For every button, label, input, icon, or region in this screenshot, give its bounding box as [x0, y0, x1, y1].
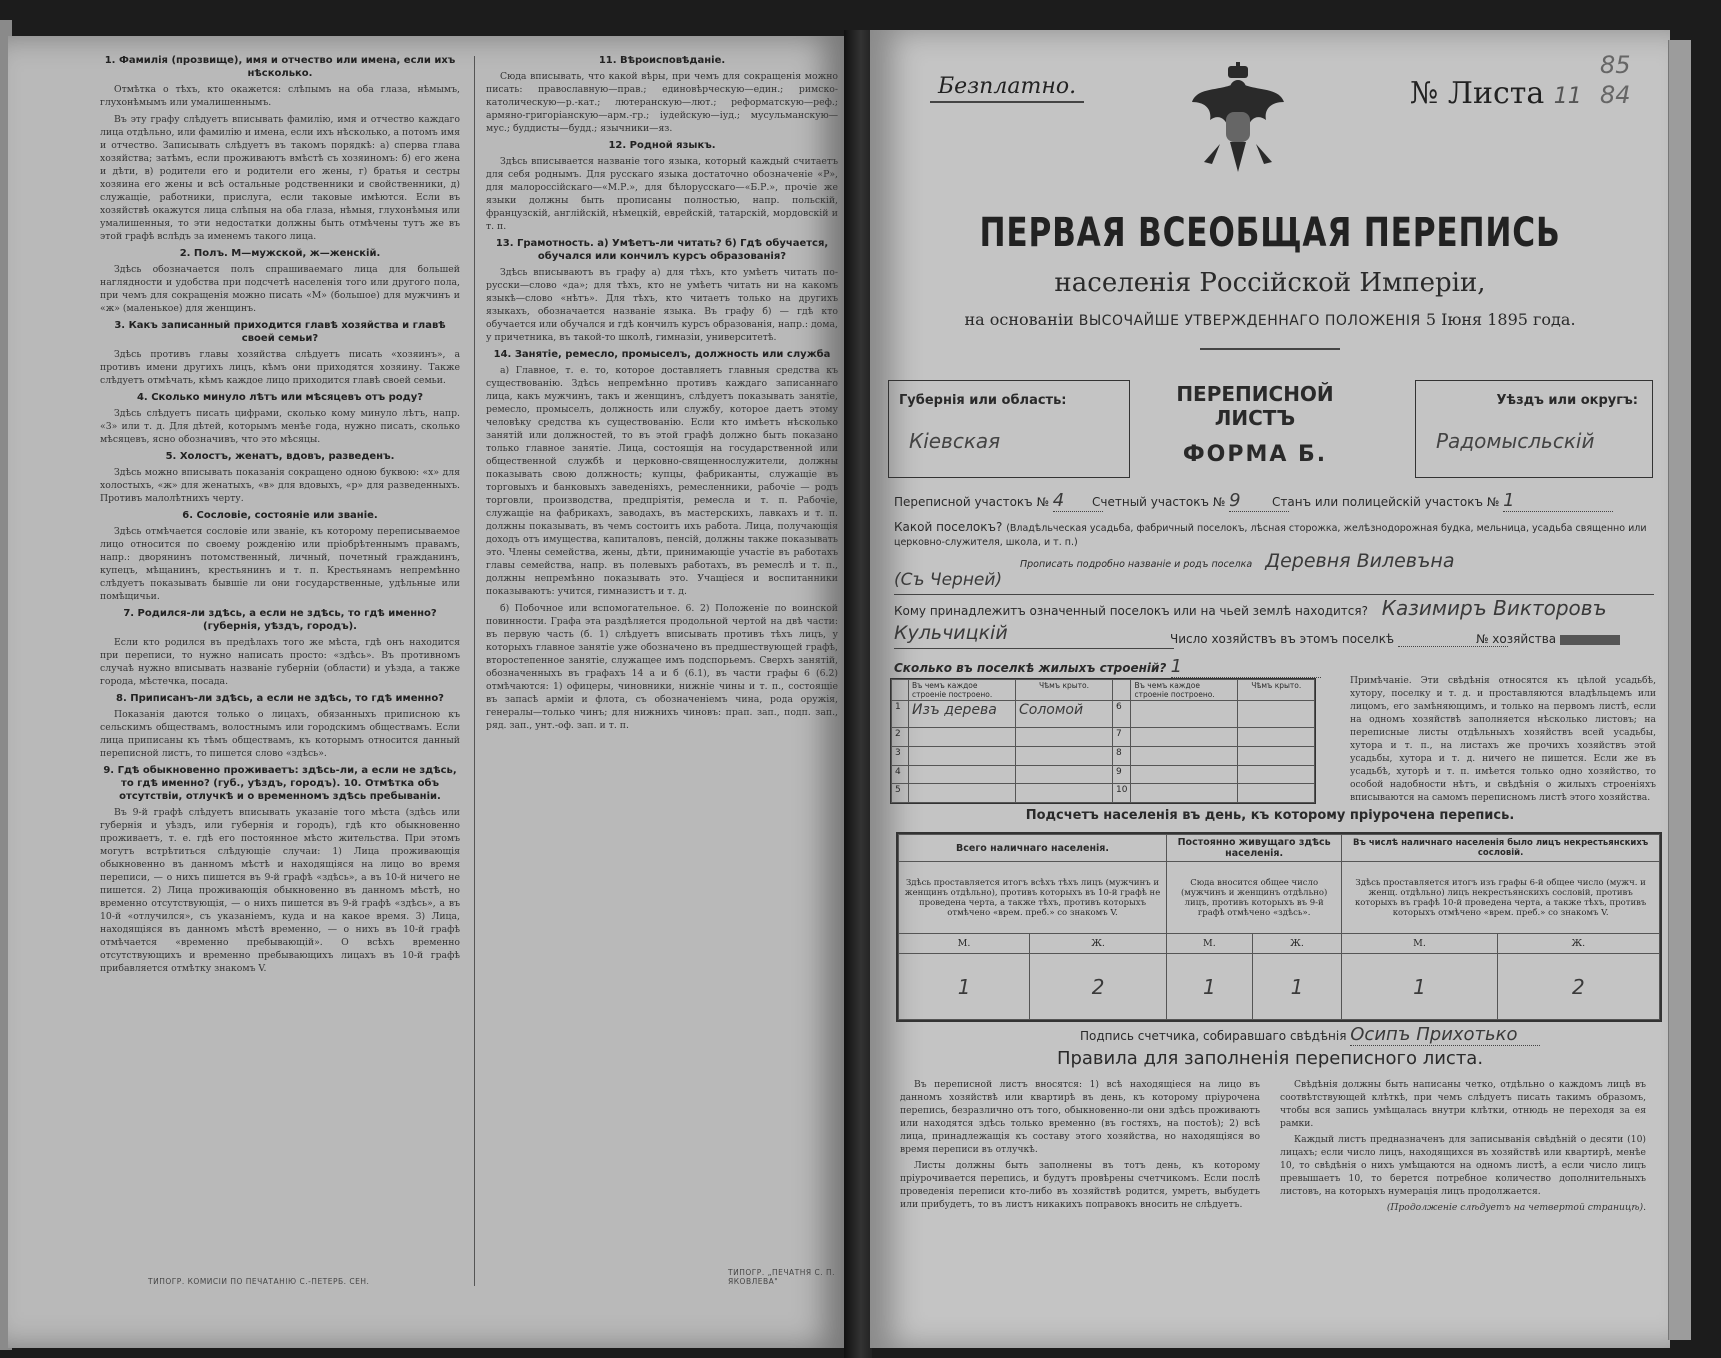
owner-label: Кому принадлежитъ означенный поселокъ или на чьей землѣ находится?: [894, 604, 1368, 618]
pop-m-label: М.: [899, 934, 1030, 954]
instruction-heading: 4. Сколько минуло лѣтъ или мѣсяцевъ отъ роду?: [136, 392, 424, 403]
stan-label: Станъ или полицейскій участокъ №: [1272, 495, 1500, 509]
settlement-value-2: (Съ Черней): [894, 570, 1654, 595]
census-form-page: [870, 30, 1670, 1348]
pop-permanent-m: 1: [1167, 954, 1253, 1020]
instruction-text: а) Главное, т. е. то, которое доставляетъ главныя средства къ существованію. Здѣсь непремѣнно противъ каждаго записаннаго лица, какъ мужчинъ, такъ и женщинъ, слѣдуетъ показывать занятіе, ремесло, промыселъ, должность или службу, которое даетъ этому человѣку средства къ существованію. Если кто имѣетъ нѣсколько занятій или должностей, то въ этой графѣ должно быть показано только главное занятіе. Лица, состоящія на государственной или общественной службѣ и церковно-священнослужители, должны показывать свою должность; купцы, фабриканты, служащіе въ торговыхъ и банковыхъ заведеніяхъ, ремесленники, рабочіе — родъ торговли, производства, предпріятія, ремесла и т. п. Рабочіе, служащіе на фабрикахъ, заводахъ, въ мастерскихъ, лавкахъ и т. п. должны показывать, въ чемъ состоитъ ихъ работа. Лица, получающія доходъ отъ имущества, капиталовъ, пенсій, должны также показывать это. Члены семейства, жены, дѣти, принимающіе участіе въ работахъ главы семейства, напр. въ полевыхъ работахъ, въ ремеслѣ и т. п., должны непремѣнно показывать это. Учащіеся и воспитанники показываютъ: учится, гимназистъ и т. д.: [486, 365, 838, 597]
buildings-note: Примѣчаніе. Эти свѣдѣнія относятся къ цѣлой усадьбѣ, хутору, поселку и т. д. и проставляются владѣльцемъ или лицомъ, его замѣняющимъ, и только на первомъ листѣ, если на одномъ хозяйствѣ заполняется нѣсколько листовъ; на переписные листы отдѣльныхъ хозяйствъ всей усадьбы, хутора и т. п., на листахъ же прочихъ хозяйствъ этой усадьбы, хутора и т. д. ничего не пишется. Если же въ усадьбѣ, хуторѣ и т. п. имѣется только одно хозяйство, то особой надобности нѣтъ, и свѣдѣнія о жилыхъ строеніяхъ вписываются на самомъ переписномъ листѣ этого хозяйства.: [1350, 675, 1656, 803]
pop-f-label: Ж.: [1497, 934, 1659, 954]
btable-row-num: 6: [1113, 701, 1131, 728]
btable-row1-built: Изъ дерева: [909, 701, 1016, 728]
column-divider: [474, 56, 475, 1286]
households-label: Число хозяйствъ въ этомъ поселкѣ: [1170, 632, 1395, 646]
left-column-2: [486, 50, 838, 736]
left-page: [8, 36, 844, 1348]
instruction-text: Здѣсь отмѣчается сословіе или званіе, къ которому переписываемое лицо относится по своему рожденію или пріобрѣтеннымъ правамъ, напр.: дворянинъ потомственный, личный, почетный гражданинъ, купецъ, мѣщанинъ, крестьянинъ и т. п. Крестьянамъ непремѣнно слѣдуетъ показывать бывшіе ли они государственные, удѣльные или помѣщичьи.: [100, 526, 460, 602]
instruction-heading: 3. Какъ записанный приходится главѣ хозяйства и главѣ своей семьи?: [114, 320, 446, 344]
instruction-text: Здѣсь противъ главы хозяйства слѣдуетъ писать «хозяинъ», а противъ имени другихъ лицъ, кѣмъ они приходятся хозяину. Также слѣдуетъ отмѣчать, кѣмъ каждое лицо приходится главѣ своей семьи.: [100, 349, 460, 386]
household-number: [1476, 632, 1620, 646]
settlement-value-1: Деревня Вилевъна: [1265, 550, 1455, 572]
btable-row-num: 9: [1113, 765, 1131, 784]
pencil-mark-1: 85: [1600, 51, 1631, 79]
instruction-heading: 14. Занятіе, ремесло, промыселъ, должность или служба: [493, 349, 831, 360]
instruction-heading: 12. Родной языкъ.: [608, 140, 716, 151]
instruction-heading: 13. Грамотность. а) Умѣетъ-ли читать? б) Гдѣ обучается, обучался или кончилъ курсъ образованія?: [495, 238, 829, 262]
btable-row-num: 3: [892, 746, 909, 765]
population-table: [896, 832, 1662, 1022]
book-gutter: [844, 30, 872, 1358]
instruction-heading: 9. Гдѣ обыкновенно проживаетъ: здѣсь-ли, а если не здѣсь, то гдѣ именно? (губ., уѣздъ, городъ). 10. Отмѣтка объ отсутствіи, отлучкѣ и о временномъ здѣсь пребываніи.: [103, 765, 457, 802]
instruction-text: Здѣсь слѣдуетъ писать цифрами, сколько кому минуло лѣтъ, напр. «3» или т. д. Для дѣтей, которымъ менѣе года, нужно писать, сколько мѣсяцевъ, ясно обозначивъ, что это мѣсяцы.: [100, 408, 460, 445]
btable-row1-roof: Соломой: [1016, 701, 1113, 728]
pop-desc-permanent: Сюда вносится общее число (мужчинъ и женщинъ отдѣльно) лицъ, противъ которыхъ въ 9-й графѣ отмѣчено «здѣсь».: [1167, 862, 1342, 934]
uezd-value: Радомысльскій: [1436, 429, 1595, 453]
instruction-text: Сюда вписывать, что какой вѣры, при чемъ для сокращенія можно писать: православную—прав.; единовѣрческую—един.; римско-католическую—р.-кат.; лютеранскую—лют.; реформатскую—реф.; армяно-григоріанскую—арм.-гр.; іудейскую—іуд.; мусульманскую—мус.; буддисты—будд.; язычники—яз.: [486, 71, 838, 134]
form-title-line2: ФОРМА Б.: [1182, 442, 1328, 467]
sheet-number-value: 11: [1553, 84, 1582, 109]
right-footer-imprint: ТИПОГР. „ПЕЧАТНЯ С. П. ЯКОВЛЕВА": [728, 1268, 835, 1286]
settlement-hint: (Владѣльческая усадьба, фабричный поселокъ, лѣсная сторожка, желѣзнодорожная будка, мельница, усадьба священно или церковно-служителя, школа, и т. п.): [894, 523, 1647, 548]
rules-continuation: (Продолженіе слѣдуетъ на четвертой страницѣ).: [1386, 1202, 1646, 1213]
left-footer-imprint: ТИПОГР. КОМИСІИ ПО ПЕЧАТАНІЮ С.-ПЕТЕРБ. СЕН.: [148, 1277, 370, 1286]
pop-m-label: М.: [1167, 934, 1253, 954]
pop-nonpeasant-f: 2: [1497, 954, 1659, 1020]
owner-row: [894, 596, 1654, 620]
basis-suffix: 5 Іюня 1895 года.: [1425, 310, 1576, 329]
rules-column-2: [1280, 1078, 1646, 1217]
sheet-number-label: № Листа: [1410, 76, 1545, 111]
pop-head-total: Всего наличнаго населенія.: [899, 835, 1167, 862]
signature-row: [1080, 1024, 1540, 1046]
instruction-text: Если кто родился въ предѣлахъ того же мѣста, гдѣ онъ находится при переписи, то нужно написать просто: «здѣсь». Въ противномъ случаѣ нужно вписывать названіе губерніи (области) и уѣзда, а также города, мѣстечка, посада.: [100, 637, 460, 687]
instruction-text: б) Побочное или вспомогательное. 6. 2) Положеніе по воинской повинности. Графа эта раздѣляется продольной чертой на двѣ части: въ первую часть (б. 1) слѣдуетъ вписывать противъ тѣхъ лицъ, у которыхъ главное занятіе уже обозначено въ предшествующей графѣ, второстепенное занятіе, служащее имъ подспорьемъ. Сверхъ занятій, обозначенныхъ въ графахъ 14 а и б (6.1), въ части графы 6 (6.2) отмѣчаются: 1) офицеры, чиновники, нижніе чины и т. п., состоящіе въ запасѣ арміи и флота, съ обозначеніемъ чина, рода оружія, генералы—только чинъ; для нижнихъ чиновъ: прап. зап., подп. зап., ряд. зап., унт.-оф. зап. и т. п.: [486, 603, 838, 731]
households-count: [1170, 632, 1508, 647]
uezd-label: Уѣздъ или округъ:: [1496, 393, 1638, 408]
instruction-heading: 1. Фамилія (прозвище), имя и отчество или имена, если ихъ нѣсколько.: [104, 55, 456, 79]
btable-head-roof-2: Чѣмъ крыто.: [1238, 680, 1315, 701]
census-basis: [870, 310, 1670, 329]
buildings-label: Сколько въ поселкѣ жилыхъ строеній?: [894, 661, 1167, 675]
btable-row-num: 10: [1113, 784, 1131, 803]
pop-head-nonpeasant: Въ числѣ наличнаго населенія было лицъ некрестьянскихъ сословій.: [1342, 835, 1660, 862]
signature-label: Подпись счетчика, собиравшаго свѣдѣнія: [1080, 1029, 1347, 1043]
title-rule: [1200, 348, 1340, 350]
btable-head-built-2: Въ чемъ каждое строеніе построено.: [1131, 680, 1238, 701]
count-district-label: Счетный участокъ №: [1092, 495, 1226, 509]
population-heading: Подсчетъ населенія въ день, къ которому пріурочена перепись.: [1025, 808, 1515, 823]
owner-value-2: Кульчицкій: [894, 622, 1174, 649]
census-district: [894, 490, 1103, 512]
imperial-eagle-emblem: [1190, 62, 1286, 184]
instruction-heading: 8. Приписанъ-ли здѣсь, а если не здѣсь, то гдѣ именно?: [116, 693, 444, 704]
rules-column-1: [900, 1078, 1260, 1214]
right-page-edge: [1668, 40, 1691, 1340]
guberniya-value: Кіевская: [909, 429, 1001, 453]
rules-paragraph: Въ переписной листъ вносятся: 1) всѣ находящіеся на лицо въ данномъ хозяйствѣ или квартирѣ въ день, къ которому пріурочена перепись, безразлично отъ того, обыкновенно-ли они здѣсь проживаютъ или находятся здѣсь только временно (въ гостяхъ, на постоѣ); 2) всѣ лица, принадлежащія къ составу этого хозяйства, но находящіяся во время переписи въ отлучкѣ.: [900, 1079, 1260, 1155]
census-district-value: 4: [1053, 490, 1103, 512]
sheet-number: [1410, 76, 1582, 111]
instruction-text: Здѣсь вписывается названіе того языка, который каждый считаетъ для себя роднымъ. Для русскаго языка достаточно обозначеніе «Р», для малороссійскаго—«М.Р.», для бѣлорусскаго—«Б.Р.», прочіе же языки должны быть прописаны полностью, напр. польскій, французскій, англійскій, нѣмецкій, еврейскій, татарскій, мордовскій и т. п.: [486, 156, 838, 232]
census-subtitle: населенія Россійской Имперіи,: [1054, 268, 1486, 298]
instruction-text: Здѣсь можно вписывать показанія сокращено одною буквою: «х» для холостыхъ, «ж» для женатыхъ, «в» для вдовыхъ, «р» для разведенныхъ. Противъ малолѣтнихъ черту.: [100, 467, 460, 504]
instruction-heading: 5. Холостъ, женатъ, вдовъ, разведенъ.: [165, 451, 395, 462]
instruction-text: Здѣсь вписываютъ въ графу а) для тѣхъ, кто умѣетъ читать по-русски—слово «да»; для тѣхъ, кто не умѣетъ читать ни на какомъ языкѣ—слово «нѣтъ». Для тѣхъ, кто читаетъ только на другихъ языкахъ, обозначается названіе языка. Въ графу б) — гдѣ кто обучается или обучался и гдѣ кончилъ курсъ образованія, напр.: дома, у причетника, въ такой-то школѣ, гимназіи, университетѣ.: [486, 267, 838, 343]
household-number-label: № хозяйства: [1476, 632, 1557, 646]
instruction-heading: 2. Полъ. М—мужской, ж—женскій.: [179, 248, 381, 259]
instruction-text: Здѣсь обозначается полъ спрашиваемаго лица для большей наглядности и удобства при подсчетѣ населенія того или другого пола, при чемъ для сокращенія можно писать «М» (большое) для мужчинъ и «ж» (маленькое) для женщинъ.: [100, 264, 460, 314]
buildings-value: 1: [1171, 656, 1321, 678]
pop-desc-nonpeasant: Здѣсь проставляется итогъ изъ графы 6-й общее число (мужч. и женщ. отдѣльно) лицъ некрестьянскихъ сословій, противъ которыхъ въ графѣ 10-й проведена черта, а также тѣхъ, противъ которыхъ отмѣчено «врем. преб.» со знакомъ V.: [1342, 862, 1660, 934]
pop-desc-total: Здѣсь проставляется итогъ всѣхъ тѣхъ лицъ (мужчинъ и женщинъ отдѣльно), противъ которыхъ въ 10-й графѣ не проведена черта, а также тѣхъ, противъ которыхъ отмѣчено «врем. преб.» со знакомъ V.: [899, 862, 1167, 934]
basis-caps: ВЫСОЧАЙШЕ УТВЕРЖДЕННАГО ПОЛОЖЕНІЯ: [1078, 313, 1421, 329]
instruction-heading: 11. Вѣроисповѣданіе.: [598, 55, 726, 66]
census-title: ПЕРВАЯ ВСЕОБЩАЯ ПЕРЕПИСЬ: [979, 210, 1561, 256]
settlement-hint2: Прописать подробно названіе и родъ поселка: [1020, 559, 1253, 570]
census-district-label: Переписной участокъ №: [894, 495, 1049, 509]
signature-value: Осипъ Прихотько: [1350, 1024, 1540, 1046]
pop-m-label: М.: [1342, 934, 1497, 954]
form-title: [1140, 374, 1370, 470]
btable-row-num: 5: [892, 784, 909, 803]
settlement-label: Какой поселокъ?: [894, 520, 1003, 534]
left-column-1: [100, 50, 460, 979]
btable-row-num: 1: [892, 701, 909, 728]
guberniya-label: Губернія или область:: [899, 393, 1067, 408]
pencil-mark-2: 84: [1600, 81, 1631, 109]
instruction-text: Въ 9-й графѣ слѣдуетъ вписывать указаніе того мѣста (здѣсь или губернія и уѣздъ, или губернія и городъ), гдѣ кто обыкновенно проживаетъ, т. е. гдѣ его постоянное мѣсто жительства. При этомъ могутъ встрѣтиться слѣдующіе случаи: 1) Лица проживающія обыкновенно въ данномъ мѣстѣ и находящіяся на лицо во время переписи, — о нихъ пишется въ 9-й графѣ «здѣсь», а въ 10-й ничего не пишется. 2) Лица проживающія обыкновенно въ данномъ мѣстѣ, но временно отсутствующія, — о нихъ пишется въ 9-й графѣ «здѣсь», а въ 10-й «отлучился», съ указаніемъ, куда и на какое время. 3) Лица, находящіяся въ данномъ мѣстѣ временно, — о нихъ въ 10-й графѣ отмѣчается «временно пребывающій». О всѣхъ временно отсутствующихъ и временно пребывающихъ лицахъ въ 10-й графѣ прибавляется отмѣтку знакомъ V.: [100, 807, 460, 974]
pop-total-f: 2: [1030, 954, 1167, 1020]
stan-district: [1272, 490, 1613, 512]
form-title-line1: ПЕРЕПИСНОЙ ЛИСТЪ: [1176, 382, 1334, 430]
pop-f-label: Ж.: [1030, 934, 1167, 954]
btable-head-roof: Чѣмъ крыто.: [1016, 680, 1113, 701]
instruction-text: Отмѣтка о тѣхъ, кто окажется: слѣпымъ на оба глаза, нѣмымъ, глухонѣмымъ или умалишеннымъ.: [100, 84, 460, 108]
pop-permanent-f: 1: [1252, 954, 1342, 1020]
btable-row-num: 8: [1113, 746, 1131, 765]
pop-head-permanent: Постоянно живущаго здѣсь населенія.: [1167, 835, 1342, 862]
owner-value-1: Казимиръ Викторовъ: [1381, 596, 1607, 620]
rules-title: Правила для заполненія переписного листа.: [1056, 1048, 1484, 1069]
instruction-text: Въ эту графу слѣдуетъ вписывать фамилію, имя и отчество каждаго лица отдѣльно, или фамилію и имена, если ихъ нѣсколько, а потомъ имя и отчество. Записывать слѣдуетъ въ такомъ порядкѣ: а) сперва глава хозяйства; затѣмъ, если проживаютъ вмѣстѣ съ хозяиномъ: б) его жена и дѣти, в) родители его и родители его жены, г) братья и сестры хозяина его жены и всѣ остальные родственники и свойственники, д) служащіе, работники, прислуга, если таковые имѣются. Если въ хозяйствѣ окажутся лица слѣпыя на оба глаза, нѣмыя, глухонѣмыя или умалишенныя, то эти недостатки должны быть отмѣчены тутъ же въ этой графѣ вслѣдъ за именемъ такого лица.: [100, 114, 460, 242]
pop-f-label: Ж.: [1252, 934, 1342, 954]
btable-head-built: Въ чемъ каждое строеніе построено.: [909, 680, 1016, 701]
buildings-table: [890, 678, 1316, 804]
rules-paragraph: Каждый листъ предназначенъ для записыванія свѣдѣній о десяти (10) лицахъ; если число лицъ, находящихся въ хозяйствѣ или квартирѣ, менѣе 10, то свѣдѣнія о нихъ умѣщаются на одномъ листѣ, а если число лицъ превышаетъ 10, то берется потребное количество дополнительныхъ листовъ, на которыхъ нумерація лицъ продолжается.: [1280, 1134, 1646, 1197]
uezd-box: [1415, 380, 1653, 478]
btable-row-num: 7: [1113, 728, 1131, 747]
pop-total-m: 1: [899, 954, 1030, 1020]
rules-paragraph: Листы должны быть заполнены въ тотъ день, къ которому пріурочивается перепись, и будутъ провѣрены счетчикомъ. Если послѣ проведенія переписи кто-либо въ хозяйствѣ родится, умретъ, выбудетъ или прибудетъ, то въ листъ никакихъ поправокъ вносить не слѣдуетъ.: [900, 1160, 1260, 1210]
count-district: [1092, 490, 1289, 512]
basis-prefix: на основаніи: [964, 310, 1074, 329]
pop-nonpeasant-m: 1: [1342, 954, 1497, 1020]
instruction-heading: 7. Родился-ли здѣсь, а если не здѣсь, то гдѣ именно? (губернія, уѣздъ, городъ).: [123, 608, 437, 632]
stan-value: 1: [1503, 490, 1613, 512]
settlement-row: [894, 520, 1654, 548]
rules-paragraph: Свѣдѣнія должны быть написаны четко, отдѣльно о каждомъ лицѣ въ соотвѣтствующей клѣткѣ, при чемъ слѣдуетъ писать такимъ образомъ, чтобы вся запись умѣщалась внутри клѣтки, отнюдь не переходя за ея рамки.: [1280, 1079, 1646, 1129]
guberniya-box: [888, 380, 1130, 478]
free-label: Безплатно.: [930, 72, 1084, 103]
btable-row-num: 2: [892, 728, 909, 747]
settlement-hint2-row: [1020, 550, 1656, 572]
count-district-value: 9: [1229, 490, 1289, 512]
buildings-row: [894, 656, 1321, 678]
btable-row-num: 4: [892, 765, 909, 784]
pencil-annotations: [1600, 50, 1631, 110]
instruction-heading: 6. Сословіе, состояніе или званіе.: [182, 510, 378, 521]
instruction-text: Показанія даются только о лицахъ, обязанныхъ приписною къ сельскимъ обществамъ, волостнымъ или городскимъ обществамъ. Если лица приписаны къ тѣмъ обществамъ, къ которымъ относится данный переписной листъ, то пишется слово «здѣсь».: [100, 709, 460, 759]
